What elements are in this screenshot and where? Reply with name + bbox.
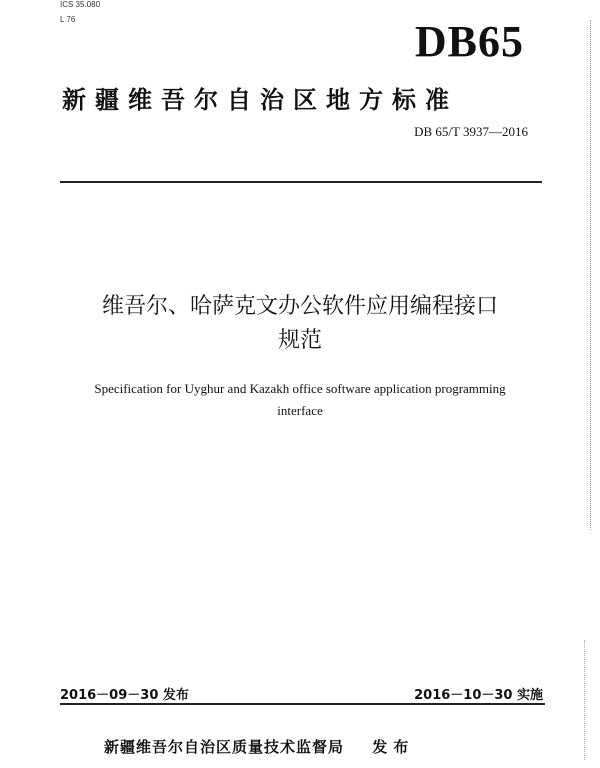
english-title [40, 378, 560, 422]
publisher-name: 新疆维吾尔自治区质量技术监督局 [104, 738, 345, 756]
chinese-title-line2: 规范 [277, 328, 322, 353]
english-title-line2: interface [277, 403, 323, 418]
bottom-divider [60, 703, 545, 705]
scan-edge-artifact [584, 640, 586, 760]
standard-number: DB 65/T 3937—2016 [414, 124, 528, 139]
publish-action: 发布 [372, 738, 415, 756]
issuing-authority-title: 新疆维吾尔自治区地方标准 [62, 86, 458, 114]
implementation-date: 2016－10－30 实施 [414, 688, 543, 703]
ccs-code: L 76 [60, 15, 76, 24]
standard-code-logo: DB65 [414, 17, 524, 66]
top-divider [60, 181, 542, 183]
publisher-line [104, 736, 414, 757]
chinese-title-line1: 维吾尔、哈萨克文办公软件应用编程接口 [101, 294, 498, 319]
scan-edge-artifact [590, 20, 592, 530]
english-title-line1: Specification for Uyghur and Kazakh office software application programming [94, 381, 506, 396]
chinese-title [0, 290, 600, 358]
ics-code: ICS 35.080 [60, 0, 101, 9]
issue-date: 2016－09－30 发布 [60, 688, 189, 703]
